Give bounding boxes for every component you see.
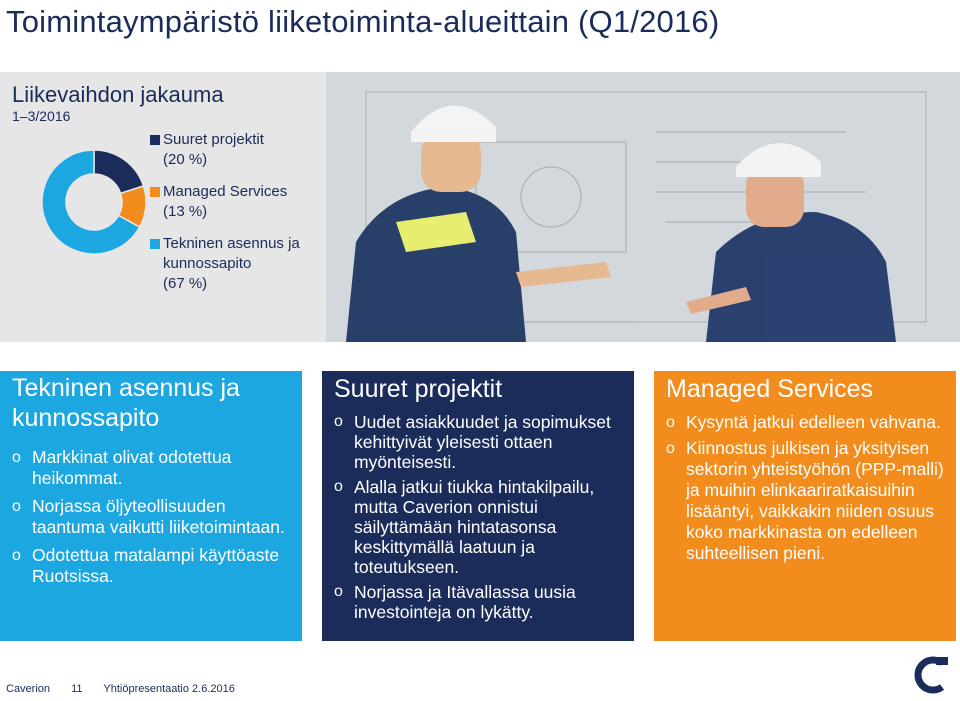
legend-swatch-tekninen-asennus: [150, 239, 160, 249]
bullet-marker: o: [334, 478, 343, 495]
workers-photo-illustration: [326, 72, 960, 342]
footer-company: Caverion: [6, 683, 51, 695]
bullet-marker: o: [12, 498, 21, 515]
donut-slice-suuret-projektit: [94, 150, 143, 193]
footer-page-number: 11: [71, 683, 83, 695]
legend-item-tekninen-asennus: [150, 234, 320, 294]
chart-legend: [150, 130, 320, 306]
legend-item-suuret-projektit: [150, 130, 320, 170]
revenue-panel-title: Liikevaihdon jakauma: [12, 82, 224, 107]
footer: [6, 683, 253, 695]
card-title: Managed Services: [666, 375, 874, 403]
card-title: Tekninen asennus ja kunnossapito: [12, 374, 240, 432]
bullet-marker: o: [666, 440, 675, 457]
bullet-item: [666, 438, 946, 564]
bullet-item: [334, 412, 624, 472]
legend-label: Suuret projektit: [163, 131, 264, 148]
bullet-text: Norjassa öljyteollisuuden taantuma vaikutti liiketoimintaan.: [32, 496, 285, 537]
revenue-panel-subtitle: 1–3/2016: [12, 108, 71, 124]
bullet-marker: o: [12, 547, 21, 564]
slide-title: Toimintaympäristö liiketoiminta-alueittain (Q1/2016): [6, 4, 720, 39]
bullet-marker: o: [666, 414, 675, 431]
legend-swatch-managed-services: [150, 187, 160, 197]
bullet-item: [12, 447, 292, 489]
revenue-donut-chart: [42, 150, 146, 254]
bullet-text: Kiinnostus julkisen ja yksityisen sektorin yhteistyöhön (PPP-malli) ja muihin elinkaariratkaisuihin lisääntyi, vaikkakin niiden osuus koko markkinasta on edelleen suhteellisen pieni.: [686, 438, 944, 563]
legend-value: (67 %): [163, 275, 208, 292]
legend-item-managed-services: [150, 182, 320, 222]
bullet-marker: o: [12, 449, 21, 466]
card-managed-services: [654, 371, 956, 641]
legend-value: (20 %): [163, 151, 208, 168]
bullet-item: [12, 496, 292, 538]
card-title: Suuret projektit: [334, 375, 503, 403]
bullet-item: [12, 545, 292, 587]
bullet-text: Odotettua matalampi käyttöaste Ruotsissa.: [32, 545, 280, 586]
legend-value: (13 %): [163, 203, 208, 220]
footer-document: Yhtiöpresentaatio 2.6.2016: [103, 683, 235, 695]
bullet-text: Norjassa ja Itävallassa uusia investointeja on lykätty.: [354, 582, 576, 622]
caverion-logo-icon: [910, 653, 954, 697]
legend-swatch-suuret-projektit: [150, 135, 160, 145]
bullet-marker: o: [334, 413, 343, 430]
legend-label: Managed Services: [163, 183, 288, 200]
bullet-text: Markkinat olivat odotettua heikommat.: [32, 447, 232, 488]
bullet-item: [334, 477, 624, 577]
card-tekninen-asennus: [0, 371, 302, 641]
bullet-text: Alalla jatkui tiukka hintakilpailu, mutta Caverion onnistui säilyttämään hintatasonsa keskittymällä laatuun ja toteutukseen.: [354, 477, 595, 577]
revenue-panel: [0, 72, 326, 342]
workers-photo: [326, 72, 960, 342]
bullet-item: [666, 412, 946, 433]
bullet-marker: o: [334, 583, 343, 600]
bullet-text: Uudet asiakkuudet ja sopimukset kehittyivät yleisesti ottaen myönteisesti.: [354, 412, 611, 472]
bullet-item: [334, 582, 624, 622]
card-suuret-projektit: [322, 371, 634, 641]
bullet-text: Kysyntä jatkui edelleen vahvana.: [686, 412, 941, 432]
legend-label: Tekninen asennus ja kunnossapito: [163, 235, 300, 272]
